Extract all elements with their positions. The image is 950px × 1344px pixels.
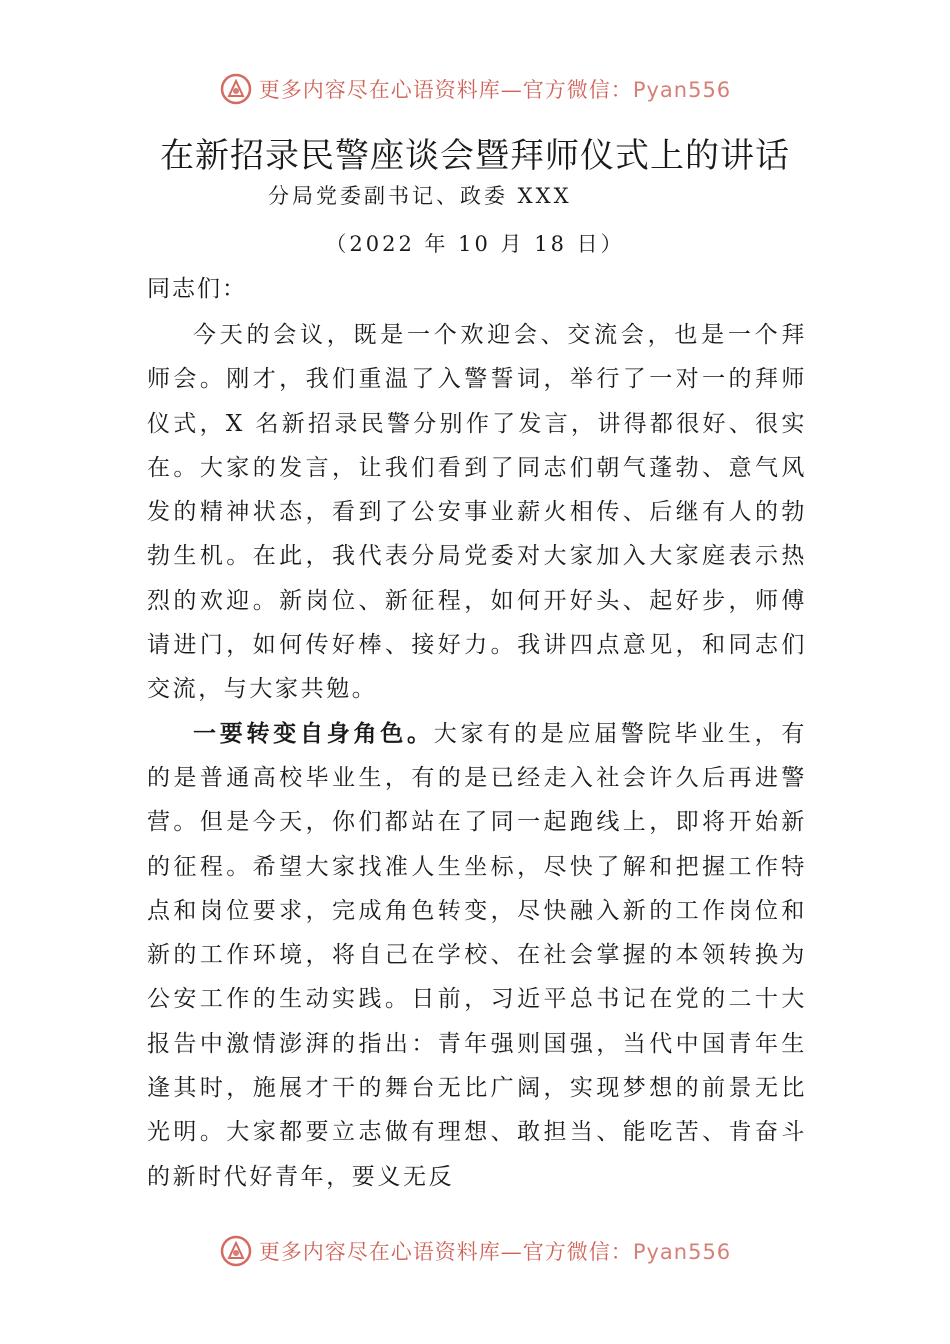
watermark-text: 更多内容尽在心语资料库—官方微信：Pyan556 [258,78,732,102]
document-body [147,313,807,1199]
paragraph-text: 今天的会议，既是一个欢迎会、交流会，也是一个拜师会。刚才，我们重温了入警誓词，举行了一对一的拜师仪式，X 名新招录民警分别作了发言，讲得都很好、很实在。大家的发言，让我们看到了同志们朝气蓬勃、意气风发的精神状态，看到了公安事业薪火相传、后继有人的勃勃生机。在此，我代表分局党委对大家加入大家庭表示热烈的欢迎。新岗位、新征程，如何开好头、起好步，师傅请进门，如何传好棒、接好力。我讲四点意见，和同志们交流，与大家共勉。 [147,322,807,703]
paragraph-text: 大家有的是应届警院毕业生，有的是普通高校毕业生，有的是已经走入社会许久后再进警营。但是今天，你们都站在了同一起跑线上，即将开始新的征程。希望大家找准人生坐标，尽快了解和把握工作特点和岗位要求，完成角色转变，尽快融入新的工作岗位和新的工作环境，将自己在学校、在社会掌握的本领转换为公安工作的生动实践。日前，习近平总书记在党的二十大报告中激情澎湃的指出：青年强则国强，当代中国青年生逢其时，施展才干的舞台无比广阔，实现梦想的前景无比光明。大家都要立志做有理想、敢担当、能吃苦、肯奋斗的新时代好青年，要义无反 [147,720,808,1190]
watermark-wechat-id: Pyan556 [632,1240,732,1264]
document-date: （2022 年 10 月 18 日） [325,232,625,256]
watermark-logo-icon [219,1234,253,1268]
document-author: 分局党委副书记、政委 XXX [268,184,572,208]
document-title: 在新招录民警座谈会暨拜师仪式上的讲话 [160,136,790,176]
watermark-header [0,72,950,106]
paragraph-point-one [147,712,807,1199]
salutation: 同志们： [147,276,247,302]
paragraph-lead: 一要转变自身角色。 [193,719,434,747]
watermark-text: 更多内容尽在心语资料库—官方微信：Pyan556 [258,1240,732,1264]
paragraph-intro [147,313,807,712]
watermark-wechat-id: Pyan556 [632,78,732,102]
watermark-footer [0,1234,950,1268]
watermark-logo-icon [219,72,253,106]
